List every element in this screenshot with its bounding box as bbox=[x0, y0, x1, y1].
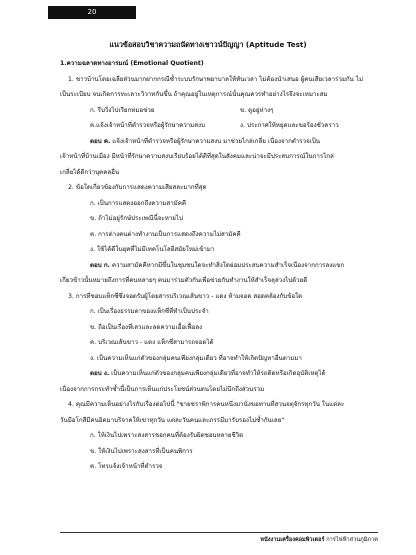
q4-line2: วันมีอโกสีมีคนอิดมาบริจาคให้เขาทุกวัน แต่ละวันคนและภรรมีมารับรองไม่ซ้ำกันเลย" bbox=[60, 416, 285, 424]
q4-choice-c: ค. โทรแจ้งเจ้าหน้าที่ตำรวจ bbox=[90, 463, 163, 470]
q2-choice-b: ข. ถ้าไม่อยู่รักษ์ประเพณีนี้จะหายไป bbox=[90, 215, 183, 222]
q3-question: 3. การที่ชอบแท็กซี่ซึ่งจอดรับผู้โดยสารบริเวณเส้นขาว - แดง ห้ามจอด สอดคล้องกับข้อใด bbox=[68, 292, 303, 300]
q2-choice-a: ก. เป็นการแสดงออกถึงความสามัคคี bbox=[90, 199, 187, 207]
section-heading: 1.ความฉลาดทางอารมณ์ (Emotional Quotient) bbox=[60, 60, 204, 67]
q1-line2: เป็นระเบียบ จนเกิดการทะเลาะวิวาทกันขึ้น ถ้าคุณอยู่ในเหตุการณ์นั้นคุณควรทำอย่างไรจึงจะเหมาะสม bbox=[60, 91, 328, 98]
q3-answer-line2: เนื่องจากการกระทำซ้ำนี้เป็นการเห็นแก่ประโยชน์ส่วนตนโดยไม่นึกถึงส่วนรวม bbox=[60, 385, 265, 393]
q1-choices-row2 bbox=[60, 118, 378, 134]
page-number: 20 bbox=[48, 6, 136, 19]
q1-choice-d: ง. ประกาศให้หยุดและขอร้องชั่วคราว bbox=[240, 122, 339, 129]
q1-choice-b: ข. ดูอยู่ห่างๆ bbox=[240, 106, 274, 114]
q4-line1: 4. คุณมีความเห็นอย่างไรกับเรื่องต่อไปนี้ "ชายชราพิการคนหนึ่งมานั่งขอทานที่สวนจตุจักรทุกวัน ในแต่ละ bbox=[68, 401, 345, 408]
footer-right: การไฟฟ้าส่วนภูมิภาค bbox=[326, 537, 378, 543]
q1-answer-line3: เกลี่ยได้ดีกว่าบุคคลอื่น bbox=[60, 168, 120, 176]
q2-answer-line1 bbox=[60, 258, 378, 274]
q2-question: 2. ข้อใดเกี่ยวข้องกับการแสดงความเสียสละมากที่สุด bbox=[68, 184, 207, 191]
q3-answer-line1 bbox=[60, 366, 378, 382]
footer-left: หนังงานเครื่องคอมพิวเตอร์ bbox=[260, 537, 325, 543]
q2-choice-d: ง. ใช้ได้ดีในยุคที่ไม่มีเทคโนโลยีสมัยใหม่เข้ามา bbox=[90, 246, 215, 253]
q1-choice-a: ก. รีบวิ่งไปเรียกหมอช่วย bbox=[90, 106, 155, 114]
q4-choice-a: ก. ให้เงินไปเพราะสงสารชอกคนที่ต้องรับผิดชอบหลายชีวิต bbox=[90, 432, 244, 439]
q2-answer-line2: เกี่ยวข้าวนั้นหมายถึงการที่คนหลายๆ คนมาร่วมตัวกันเพื่อช่วยกันทำงานให้สำเร็จลุล่วงไปด้วยดี bbox=[60, 277, 308, 284]
q3-answer-label: ตอบ ง. bbox=[90, 370, 110, 377]
q1-answer-label: ตอบ ค. bbox=[90, 137, 111, 145]
q1-answer-text: แจ้งเจ้าหน้าที่ตำรวจหรือผู้รักษาความสงบ มาช่วยไกล่เกลี่ย เนื่องจากตำรวจเป็น bbox=[112, 137, 320, 145]
document-body bbox=[60, 56, 378, 475]
q3-choice-d: ง. เป็นความเห็นแก่ตัวของกลุ่มคนเพียงกลุ่มเดียว ที่อาจทำให้เกิดปัญหาอื่นตามมา bbox=[90, 354, 302, 362]
q3-choice-b: ข. ถือเป็นเรื่องที่เลวและลดความเอื้อเฟื้อลง bbox=[90, 323, 203, 331]
q1-line1: 1. ชาวบ้านโดยเฉลี่ยส่วนมากฝากกรณีซ้ำระบบรักษาพยาบาลให้ทันเวลา ไม่ต้องนำเสนอ ผู้คนเสียเวลาร่วมกัน ไม่ bbox=[68, 75, 364, 83]
q3-choice-c: ค. บริเวณเส้นขาว - แดง แท็กซี่สามารถจอดได้ bbox=[90, 339, 214, 346]
q1-choices-row1 bbox=[60, 103, 378, 119]
page-footer bbox=[60, 532, 378, 544]
page-title: แนวข้อสอบวิชาความถนัดทางเชาวน์ปัญญา (Aptitude Test) bbox=[109, 40, 307, 49]
q1-answer-line2: เจ้าหน้าที่บ้านเมือง มีหน้าที่รักษาความสงบเรียบร้อยได้ดีที่สุดในสังคมและน่าจะมีประสบการณ์ในการไกล่ bbox=[60, 153, 334, 160]
q2-choice-c: ค. การต่างคนต่างทำงานเป็นการแสดงถึงความไม่สามัคคี bbox=[90, 230, 241, 238]
q1-answer-line1 bbox=[60, 134, 378, 150]
q1-choice-c: ค.แจ้งเจ้าหน้าที่ตำรวจหรือผู้รักษาความสงบ bbox=[90, 122, 205, 129]
q4-choice-b: ข. ให้เงินไปเพราะสงสารที่เป็นคนพิการ bbox=[90, 447, 193, 455]
q3-answer-text: เป็นความเห็นแก่ตัวของกลุ่มคนเพียงกลุ่มเดียวที่อาจทำให้รถติดหรือเกิดอุบัติเหตุได้ bbox=[111, 370, 326, 377]
q2-answer-label: ตอบ ก. bbox=[90, 261, 110, 269]
q2-answer-text: ความสามัคคีหากมีขึ้นในชุมชนใดจะทำสิ่งใดย่อมประสบความสำเร็จเนื่องจากการลงแขก bbox=[111, 261, 345, 269]
q3-choice-a: ก. เป็นเรื่องธรรมดาของแท็กซี่ที่ทำเป็นประจำ bbox=[90, 308, 209, 315]
